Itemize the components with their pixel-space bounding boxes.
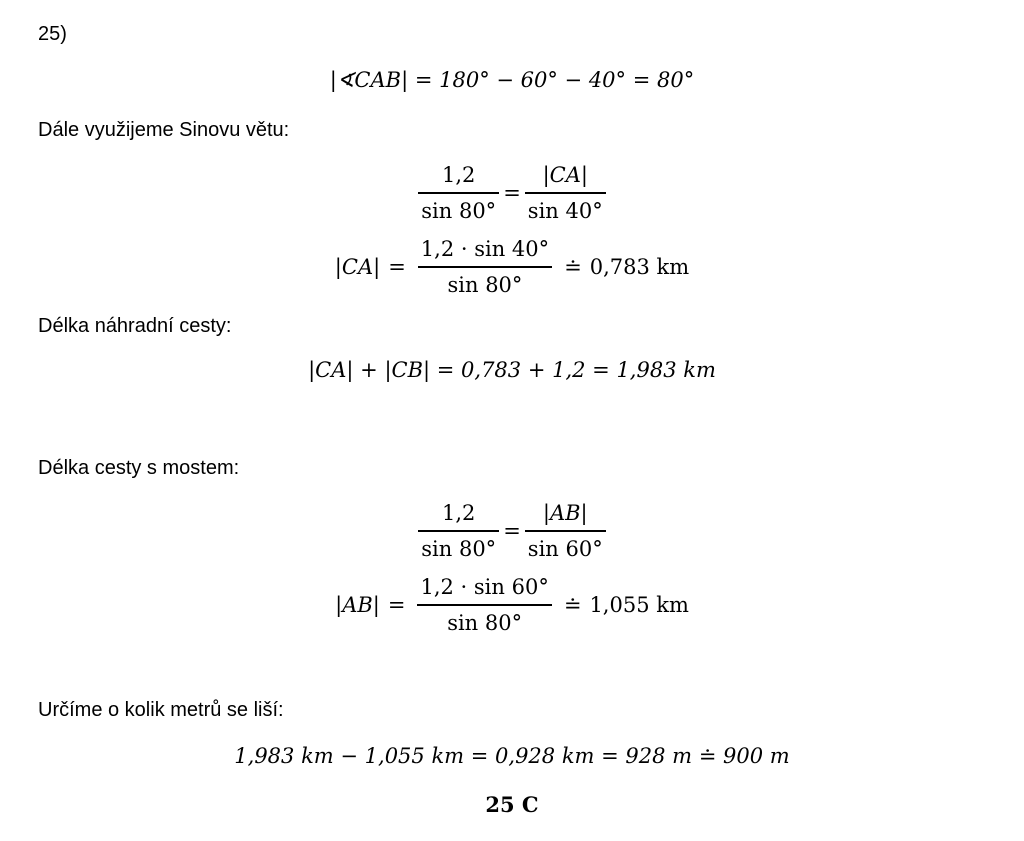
lhs: |CA| <box>334 255 381 279</box>
sine-rule-1 <box>0 160 1024 226</box>
lhs: |AB| <box>335 593 380 617</box>
result: 1,055 km <box>589 593 689 617</box>
denominator: sin 80° <box>447 610 523 635</box>
text-difference-intro: Určíme o kolik metrů se liší: <box>38 699 284 721</box>
problem-number: 25) <box>38 23 67 45</box>
fraction-right <box>525 161 606 225</box>
equals-sign: = <box>503 519 521 543</box>
sine-rule-2 <box>0 498 1024 564</box>
equals-sign: = <box>388 255 406 279</box>
result: 0,783 km <box>589 255 690 279</box>
numerator: 1,2 · sin 60° <box>420 575 549 600</box>
numerator: 1,2 <box>442 501 476 526</box>
numerator: 1,2 <box>442 163 476 188</box>
denominator: sin 60° <box>527 536 603 561</box>
equals-sign: = <box>503 181 521 205</box>
detour-equation: |CA| + |CB| = 0,783 + 1,2 = 1,983 km <box>308 358 716 382</box>
angle-equation: |∢CAB| = 180° − 60° − 40° = 80° <box>329 68 695 92</box>
approx-sign: ≐ <box>564 255 582 279</box>
denominator: sin 80° <box>447 272 523 297</box>
ca-calculation <box>0 234 1024 300</box>
fraction-bar <box>525 192 606 194</box>
fraction-bar <box>418 530 499 532</box>
fraction-left <box>418 499 499 563</box>
fraction-bar <box>417 604 551 606</box>
fraction-bar <box>418 266 552 268</box>
difference-equation: 1,983 km − 1,055 km = 0,928 km = 928 m ≐ 900 m <box>234 744 790 768</box>
numerator: |AB| <box>542 501 588 526</box>
fraction-bar <box>525 530 606 532</box>
fraction-right <box>525 499 606 563</box>
text-sine-rule-intro: Dále využijeme Sinovu větu: <box>38 119 290 141</box>
denominator: sin 80° <box>421 536 497 561</box>
numerator: |CA| <box>542 163 588 188</box>
fraction-bar <box>418 192 499 194</box>
equals-sign: = <box>387 593 406 617</box>
fraction <box>417 573 551 637</box>
approx-sign: ≐ <box>563 593 582 617</box>
fraction-left <box>418 161 499 225</box>
final-answer: 25 C <box>485 792 539 817</box>
denominator: sin 40° <box>527 198 603 223</box>
text-bridge-length: Délka cesty s mostem: <box>38 457 240 479</box>
fraction <box>418 235 552 299</box>
numerator: 1,2 · sin 40° <box>420 237 550 262</box>
denominator: sin 80° <box>421 198 497 223</box>
ab-calculation <box>0 572 1024 638</box>
text-detour-length: Délka náhradní cesty: <box>38 315 232 337</box>
